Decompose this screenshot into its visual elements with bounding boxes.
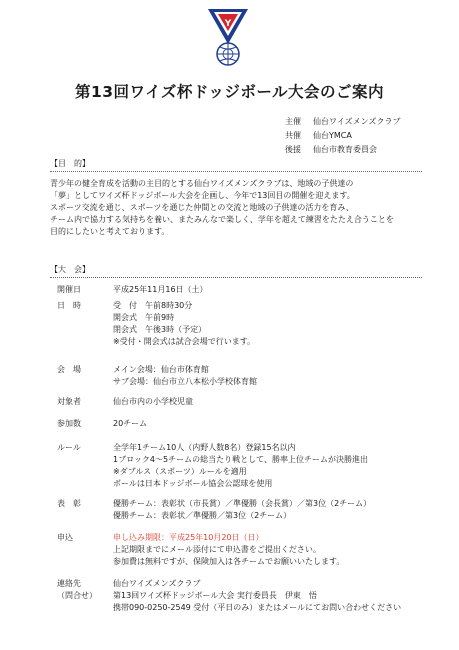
deadline-line: 申し込み期限：平成25年10月20日（日） <box>113 533 264 542</box>
row-line: ボールは日本ドッジボール協会公認球を使用 <box>113 479 273 488</box>
summary-heading: 【大 会】 <box>50 265 90 274</box>
row-label-count: 参加数 <box>57 419 81 428</box>
ymca-ys-logo <box>205 6 251 68</box>
organizer-value: 仙台市教育委員会 <box>313 145 377 154</box>
row-line: 上記期限までにメール添付にて申込書をご提出ください。 <box>113 545 321 554</box>
divider <box>50 277 422 278</box>
organizer-line-support <box>285 144 377 155</box>
row-line: 仙台市内の小学校児童 <box>113 397 193 406</box>
row-line: 全学年1チーム10人（内野人数8名）登録15名以内 <box>113 443 296 452</box>
row-line: 平成25年11月16日（土） <box>113 285 208 294</box>
organizer-value: 仙台YMCA <box>313 131 352 140</box>
row-value-target <box>113 396 193 408</box>
row-label-venue: 会 場 <box>57 365 81 374</box>
row-label-rules: ルール <box>57 443 81 452</box>
page-title: 第13回ワイズ杯ドッジボール大会のご案内 <box>74 83 385 101</box>
row-line: 受 付 午前8時30分 <box>113 301 193 310</box>
row-line: 優勝チーム：表彰状（市長賞）／準優勝（会長賞）／第3位（2チーム） <box>113 499 372 508</box>
organizer-key: 共催 <box>285 131 301 140</box>
purpose-line: 「夢」としてワイズ杯ドッジボール大会を企画し、今年で13回目の開催を迎えます。 <box>50 191 355 200</box>
organizer-key: 主催 <box>285 117 301 126</box>
row-label-contact-sub: （問合せ） <box>57 591 97 600</box>
row-value-rules <box>113 442 368 490</box>
row-line: 20チーム <box>113 419 148 428</box>
row-line: 第13回ワイズ杯ドッジボール大会 実行委員長 伊東 悟 <box>113 591 317 600</box>
row-line: 仙台ワイズメンズクラブ <box>113 579 201 588</box>
purpose-line: 目的にしたいと考えております。 <box>50 227 170 236</box>
row-value-date <box>113 284 208 296</box>
svg-text:Y: Y <box>224 19 232 29</box>
row-value-count <box>113 418 147 430</box>
row-label-target: 対象者 <box>57 397 81 406</box>
purpose-line: スポーツ交流を通じ、スポーツを通じた仲間との交流と地域の子供達の活力を育み、 <box>50 203 354 212</box>
organizer-line-host <box>285 116 400 127</box>
row-value-venue <box>113 364 257 388</box>
purpose-line: チーム内で協力する気持ちを養い、またみんなで楽しく、学年を超えて練習をたたえ合うことを <box>50 215 394 224</box>
row-label-contact: 連絡先 <box>57 579 81 588</box>
row-line: ※受付・開会式は試合会場で行います。 <box>113 337 256 346</box>
row-value-awards <box>113 498 371 522</box>
organizer-value: 仙台ワイズメンズクラブ <box>313 117 401 126</box>
row-value-apply <box>113 532 344 568</box>
row-line: 優勝チーム：表彰状／準優勝／第3位（2チーム） <box>113 511 292 520</box>
organizer-key: 後援 <box>285 145 301 154</box>
row-value-contact <box>113 578 401 614</box>
row-line: メイン会場：仙台市体育館 <box>113 365 209 374</box>
row-line: 1ブロック4〜5チームの総当たり戦として、勝率上位チームが決勝進出 <box>113 455 368 464</box>
divider <box>50 171 422 172</box>
purpose-text <box>50 178 422 238</box>
row-label-awards: 表 彰 <box>57 499 81 508</box>
row-line: 参加費は無料ですが、保険加入は各チームでお願いいたします。 <box>113 557 345 566</box>
row-line: サブ会場：仙台市立八本松小学校体育館 <box>113 377 257 386</box>
row-line: 携帯090-0250-2549 受付（平日のみ）またはメールにてお問い合わせください <box>113 603 402 612</box>
row-label-apply: 申込 <box>57 533 73 542</box>
row-value-time <box>113 300 255 348</box>
purpose-line: 青少年の健全育成を活動の主目的とする仙台ワイズメンズクラブは、地域の子供達の <box>50 179 354 188</box>
organizer-line-cohost <box>285 130 352 141</box>
row-line: ※ダブルス（スポーツ）ルールを適用 <box>113 467 247 476</box>
purpose-heading: 【目 的】 <box>50 159 90 168</box>
row-label-time: 日 時 <box>57 301 81 310</box>
row-label-date: 開催日 <box>57 285 81 294</box>
row-line: 開会式 午前9時 <box>113 313 175 322</box>
row-line: 閉会式 午後3時（予定） <box>113 325 207 334</box>
